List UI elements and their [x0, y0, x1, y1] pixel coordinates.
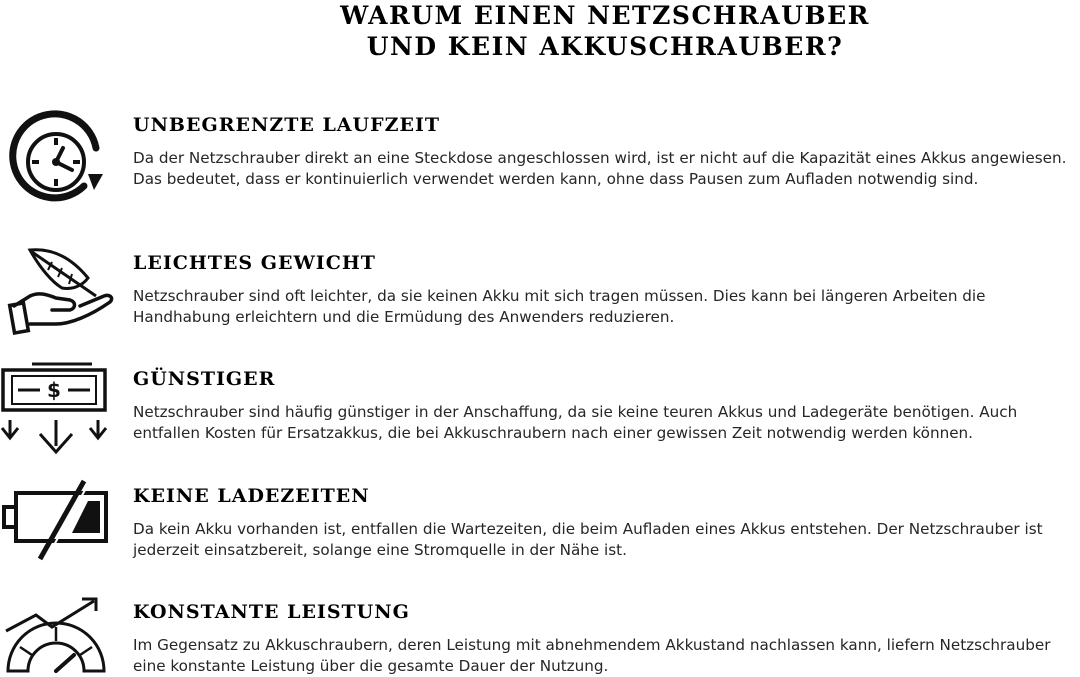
gauge-trend-icon — [0, 595, 112, 677]
feature-heading: GÜNSTIGER — [133, 368, 276, 390]
feature-heading: UNBEGRENZTE LAUFZEIT — [133, 114, 440, 136]
page-title-line-1: WARUM EINEN NETZSCHRAUBER — [340, 1, 870, 30]
feature-text: Im Gegensatz zu Akkuschraubern, deren Leistung mit abnehmendem Akkustand nachlassen kann, liefern Netzschrauber eine konstante Leistung über die gesamte Dauer der Nutzung. — [133, 636, 1051, 675]
svg-text:$: $ — [47, 378, 61, 402]
feature-heading: LEICHTES GEWICHT — [133, 252, 376, 274]
page-title — [0, 0, 1080, 62]
feature-text: Da der Netzschrauber direkt an eine Steckdose angeschlossen wird, ist er nicht auf die Kapazität eines Akkus angewiesen. Das bedeutet, dass er kontinuierlich verwendet werden kann, ohne dass Pausen zum Aufladen notwendig sind. — [133, 149, 1067, 188]
feather-hand-icon — [0, 244, 120, 340]
feature-heading: KEINE LADEZEITEN — [133, 485, 370, 507]
clock-refresh-icon — [0, 108, 110, 218]
feature-heading: KONSTANTE LEISTUNG — [133, 601, 410, 623]
money-down-icon — [0, 362, 112, 456]
battery-off-icon — [0, 479, 112, 563]
page-title-line-2: UND KEIN AKKUSCHRAUBER? — [366, 32, 844, 61]
feature-text: Da kein Akku vorhanden ist, entfallen die Wartezeiten, die beim Aufladen eines Akkus entstehen. Der Netzschrauber ist jederzeit einsatzbereit, solange eine Stromquelle in der Nähe ist. — [133, 520, 1043, 559]
feature-text: Netzschrauber sind oft leichter, da sie keinen Akku mit sich tragen müssen. Dies kann bei längeren Arbeiten die Handhabung erleichtern und die Ermüdung des Anwenders reduzieren. — [133, 287, 986, 326]
feature-text: Netzschrauber sind häufig günstiger in der Anschaffung, da sie keine teuren Akkus und Ladegeräte benötigen. Auch entfallen Kosten für Ersatzakkus, die bei Akkuschraubern nach einer gewissen Zeit notwendig werden können. — [133, 403, 1018, 442]
